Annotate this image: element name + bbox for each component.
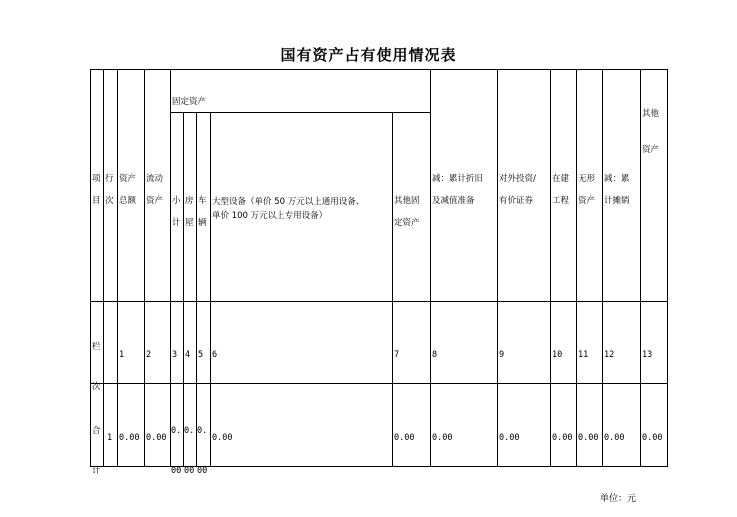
investment-value: 0.00 [499, 433, 520, 443]
number-row-label: 栏 次 [92, 342, 101, 392]
header-depreciation: 减：累计折旧 及减值准备 [432, 174, 484, 206]
col-number: 5 [198, 350, 204, 360]
other-assets-value: 0.00 [642, 433, 663, 443]
col-line [497, 69, 498, 467]
col-line [667, 69, 668, 467]
header-other-fixed: 其他固 定资产 [394, 196, 420, 228]
vehicle-value: 0. 00 [197, 426, 208, 476]
header-other-assets: 其他 资产 [642, 109, 660, 155]
amortization-value: 0.00 [604, 433, 625, 443]
header-project: 项 目 [92, 174, 101, 206]
construction-value: 0.00 [552, 433, 573, 443]
header-row-bottom [90, 301, 668, 302]
header-investment: 对外投资/ 有价证券 [499, 174, 536, 206]
col-line [117, 69, 118, 467]
header-amortization: 减：累 计摊销 [604, 174, 630, 206]
header-large-equipment: 大型设备（单价 50 万元以上通用设备、 单价 100 万元以上专用设备） [212, 197, 365, 221]
col-line [144, 69, 145, 467]
total-row-label: 合 计 [92, 426, 101, 476]
col-line [640, 69, 641, 467]
col-number: 4 [185, 350, 191, 360]
col-number: 10 [552, 350, 563, 360]
total-assets-value: 0.00 [119, 433, 140, 443]
current-assets-value: 0.00 [146, 433, 167, 443]
total-row-no: 1 [107, 433, 113, 443]
large-equipment-value: 0.00 [212, 433, 233, 443]
header-intangible: 无形 资产 [578, 174, 596, 206]
col-number: 2 [146, 350, 152, 360]
col-line [550, 69, 551, 467]
header-subtotal: 小 计 [172, 196, 181, 228]
header-current-assets: 流动 资产 [146, 174, 164, 206]
number-row-bottom [90, 383, 668, 384]
housing-value: 0. 00 [184, 426, 195, 476]
col-number: 6 [212, 350, 218, 360]
subtotal-value: 0. 00 [171, 426, 182, 476]
col-number: 11 [578, 350, 589, 360]
col-line [430, 69, 431, 467]
unit-label: 单位：元 [600, 494, 637, 504]
header-fixed-assets: 固定资产 [172, 97, 207, 107]
col-number: 12 [604, 350, 615, 360]
col-number: 3 [172, 350, 178, 360]
header-housing: 房 屋 [185, 196, 194, 228]
col-number: 13 [642, 350, 653, 360]
other-fixed-value: 0.00 [394, 433, 415, 443]
page-title: 国有资产占有使用情况表 [280, 46, 457, 64]
intangible-value: 0.00 [578, 433, 599, 443]
col-line [90, 69, 91, 467]
col-line [392, 112, 393, 467]
col-number: 8 [432, 350, 438, 360]
depreciation-value: 0.00 [432, 433, 453, 443]
header-construction: 在建 工程 [552, 174, 570, 206]
col-line [103, 69, 104, 467]
header-row-no: 行 次 [105, 174, 114, 206]
header-total-assets: 资产 总额 [119, 174, 137, 206]
col-number: 1 [119, 350, 125, 360]
col-number: 7 [394, 350, 400, 360]
col-line [170, 69, 171, 467]
col-line [602, 69, 603, 467]
table-border-top [90, 69, 668, 70]
col-number: 9 [499, 350, 505, 360]
col-line [210, 112, 211, 467]
col-line [576, 69, 577, 467]
header-vehicle: 车 辆 [198, 196, 207, 228]
